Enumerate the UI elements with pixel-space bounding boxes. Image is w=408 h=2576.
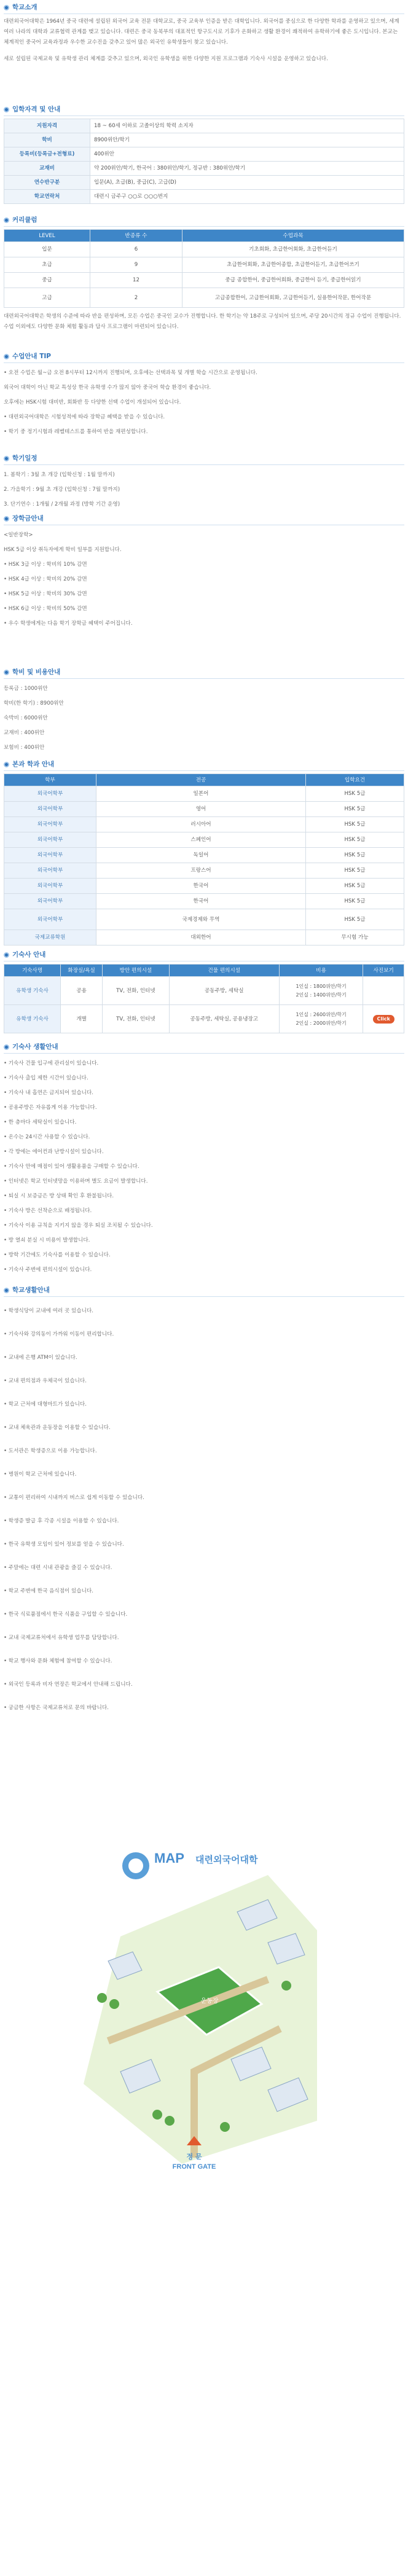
table-row xyxy=(4,147,404,162)
header-cell: 입학요건 xyxy=(306,774,404,786)
list-item: • 학교 근처에 대형마트가 있습니다. xyxy=(4,1401,87,1407)
req-cell: HSK 5급 xyxy=(306,848,404,863)
list-item: • HSK 6급 이상 : 학비의 50% 감면 xyxy=(4,606,87,612)
bath-cell: 공용 xyxy=(61,977,103,1005)
depts-title-text: 본과 학과 안내 xyxy=(12,761,55,768)
college-cell: 외국어학부 xyxy=(4,786,96,802)
req-cell: HSK 5급 xyxy=(306,832,404,848)
table-row xyxy=(4,242,404,257)
intro-paragraph-1: 대련외국어대학은 1964년 중국 대련에 설립된 외국어 교육 전문 대학교로, 중국 교육부 인증을 받은 대학입니다. 외국어를 중심으로 한 다양한 학과를 운영하고 있으며, 세계 여러 나라의 대학과 교류협력 관계를 맺고 있습니다. 대련은 중국 동북부의 대표적인 항구도시로 기후가 온화하고 생활 환경이 쾌적하여 유학하기에 좋은 도시입니다. 본교는 체계적인 중국어 교육과정과 우수한 교수진을 갖추고 있어 많은 외국인 유학생들이 찾고 있습니다. xyxy=(4,18,399,45)
fees-section xyxy=(4,667,404,759)
list-item: • 공용주방은 자유롭게 이용 가능합니다. xyxy=(4,1105,97,1111)
list-item: • HSK 3급 이상 : 학비의 10% 감면 xyxy=(4,562,87,568)
dorm-title-text: 기숙사 안내 xyxy=(12,951,46,958)
college-cell: 외국어학부 xyxy=(4,879,96,894)
hsk-section xyxy=(4,514,404,667)
depts-title xyxy=(4,759,404,769)
dorm-name-cell: 유학생 기숙사 xyxy=(4,977,61,1005)
major-cell: 프랑스어 xyxy=(96,863,306,879)
list-item: • 방 열쇠 분실 시 비용이 발생합니다. xyxy=(4,1237,90,1243)
cost-cell: 1인실 : 1800위안/학기 2인실 : 1400위안/학기 xyxy=(279,977,363,1005)
fees-title xyxy=(4,667,404,677)
table-header xyxy=(4,774,404,786)
subjects-cell: 기초회화, 초급한어회화, 초급한어듣기 xyxy=(182,242,404,257)
dorm-section xyxy=(4,950,404,1042)
levels-title-text: 커리큘럼 xyxy=(12,216,37,224)
subjects-cell: 고급종합한어, 고급한어회화, 고급한어듣기, 실용한어작문, 한어작문 xyxy=(182,288,404,308)
tips-title-text: 수업안내 TIP xyxy=(12,353,51,360)
list-item: • 학생증 발급 후 각종 시설을 이용할 수 있습니다. xyxy=(4,1518,119,1524)
list-item: • 방학 기간에도 기숙사를 이용할 수 있습니다. xyxy=(4,1252,111,1258)
list-item: • 기숙사 주변에 편의시설이 있습니다. xyxy=(4,1267,92,1273)
list-item: • 기숙사 내 흡연은 금지되어 있습니다. xyxy=(4,1090,93,1096)
photo-cell xyxy=(363,977,404,1005)
list-item: • 교통이 편리하여 시내까지 버스로 쉽게 이동할 수 있습니다. xyxy=(4,1495,144,1501)
list-item: • HSK 5급 이상 : 학비의 30% 감면 xyxy=(4,591,87,597)
list-item: 2. 가을학기 : 9월 초 개강 (입학신청 : 7월 말까지) xyxy=(4,487,120,493)
divider xyxy=(4,464,404,465)
table-row xyxy=(4,273,404,288)
bldg-cell: 공동주방, 세탁실, 공용냉장고 xyxy=(169,1005,279,1033)
list-item: • 기숙사 안에 매점이 있어 생활용품을 구매할 수 있습니다. xyxy=(4,1164,139,1170)
info-title xyxy=(4,104,404,114)
major-cell: 한국어 xyxy=(96,894,306,909)
dorm-table xyxy=(4,964,404,1033)
divider xyxy=(4,226,404,227)
list-item: • 교내 체육관과 운동장을 이용할 수 있습니다. xyxy=(4,1425,111,1431)
list-item: 외국어 대학이 아닌 학교 특성상 한국 유학생 수가 많지 않아 중국어 학습 환경이 좋습니다. xyxy=(4,385,211,391)
college-cell: 국제교류학원 xyxy=(4,930,96,945)
map-title: MAP xyxy=(154,1850,184,1866)
header-cell: 건물 편의시설 xyxy=(169,965,279,977)
gate-label-ko: 정 문 xyxy=(186,2153,202,2161)
table-header xyxy=(4,965,404,977)
list-item: • 각 방에는 에어컨과 난방시설이 있습니다. xyxy=(4,1149,104,1155)
info-key: 연수반구분 xyxy=(4,176,90,190)
table-row xyxy=(4,817,404,832)
bullet-icon xyxy=(4,354,9,359)
info-key: 등록비(등록금+전형료) xyxy=(4,147,90,162)
header-cell: 반종류 수 xyxy=(90,230,182,242)
hsk-title-text: 장학금안내 xyxy=(12,515,44,522)
bullet-icon xyxy=(4,456,9,461)
list-item: HSK 5급 이상 취득자에게 학비 일부를 지원합니다. xyxy=(4,547,122,553)
list-item: • 기숙사 출입 제한 시간이 있습니다. xyxy=(4,1075,88,1081)
list-item: 학비(한 학기) : 8900위안 xyxy=(4,700,64,707)
info-key: 학비 xyxy=(4,133,90,147)
major-cell: 러시아어 xyxy=(96,817,306,832)
header-cell: 학부 xyxy=(4,774,96,786)
college-cell: 외국어학부 xyxy=(4,863,96,879)
info-section xyxy=(4,104,404,215)
life-title xyxy=(4,1285,404,1295)
list-item: • 교내 편의점과 우체국이 있습니다. xyxy=(4,1378,87,1384)
intro-title xyxy=(4,2,404,12)
table-row xyxy=(4,786,404,802)
levels-title xyxy=(4,215,404,225)
list-item: 3. 단기연수 : 1개월 / 2개월 과정 (방학 기간 운영) xyxy=(4,501,120,507)
count-cell: 12 xyxy=(90,273,182,288)
bullet-icon xyxy=(4,1044,9,1050)
bullet-icon xyxy=(4,217,9,223)
table-row xyxy=(4,802,404,817)
list-item: 보험비 : 400위안 xyxy=(4,745,45,751)
levels-note: 대련외국어대학은 학생의 수준에 따라 반을 편성하며, 모든 수업은 중국인 교수가 진행합니다. 한 학기는 약 18주로 구성되어 있으며, 주당 20시간의 정규 수업이 진행됩니다. 수업 이외에도 다양한 문화 체험 활동과 답사 프로그램이 마련되어 있습니다. xyxy=(4,313,401,330)
depts-section xyxy=(4,759,404,950)
table-row xyxy=(4,848,404,863)
intro-section xyxy=(4,0,404,104)
room-cell: TV, 전화, 인터넷 xyxy=(103,977,170,1005)
list-item: • 학교 주변에 한국 음식점이 있습니다. xyxy=(4,1588,93,1594)
req-cell: HSK 5급 xyxy=(306,863,404,879)
info-key: 교재비 xyxy=(4,162,90,176)
table-row xyxy=(4,133,404,147)
subjects-cell: 초급한어회화, 초급한어종합, 초급한어듣기, 초급한어쓰기 xyxy=(182,257,404,273)
levels-section xyxy=(4,215,404,351)
college-cell: 외국어학부 xyxy=(4,802,96,817)
list-item: • HSK 4급 이상 : 학비의 20% 감면 xyxy=(4,576,87,582)
info-value: 약 200위안/학기, 한국어 : 380위안/학기, 정규반 : 380위안/학기 xyxy=(90,162,404,176)
college-cell: 외국어학부 xyxy=(4,894,96,909)
req-cell: 무시험 가능 xyxy=(306,930,404,945)
fees-title-text: 학비 및 비용안내 xyxy=(12,668,61,676)
list-item: • 한국 식료품점에서 한국 식품을 구입할 수 있습니다. xyxy=(4,1611,128,1618)
info-value: 입문(A), 초급(B), 중급(C), 고급(D) xyxy=(90,176,404,190)
bullet-icon xyxy=(4,762,9,767)
list-item: • 오전 수업은 월~금 오전 8시부터 12시까지 진행되며, 오후에는 선택과목 및 개별 학습 시간으로 운영됩니다. xyxy=(4,370,257,376)
list-item: 1. 봄학기 : 3월 초 개강 (입학신청 : 1월 말까지) xyxy=(4,472,115,478)
req-cell: HSK 5급 xyxy=(306,786,404,802)
college-cell: 외국어학부 xyxy=(4,832,96,848)
req-cell: HSK 5급 xyxy=(306,894,404,909)
intro-paragraph-2: 세로 설립된 국제교육 및 유학생 관리 체계를 갖추고 있으며, 외국인 유학생을 위한 다양한 지원 프로그램과 기숙사 시설을 운영하고 있습니다. xyxy=(4,56,328,62)
list-item: • 인터넷은 학교 인터넷망을 이용하며 별도 요금이 발생합니다. xyxy=(4,1178,148,1184)
college-cell: 외국어학부 xyxy=(4,909,96,930)
header-cell: 기숙사명 xyxy=(4,965,61,977)
list-item: • 병원이 학교 근처에 있습니다. xyxy=(4,1471,77,1478)
hsk-title xyxy=(4,514,404,523)
table-header xyxy=(4,230,404,242)
college-cell: 외국어학부 xyxy=(4,848,96,863)
major-cell: 영어 xyxy=(96,802,306,817)
bullet-icon xyxy=(4,1288,9,1293)
list-item: • 한국 유학생 모임이 있어 정보를 얻을 수 있습니다. xyxy=(4,1541,124,1548)
divider xyxy=(4,770,404,771)
level-cell: 입문 xyxy=(4,242,90,257)
major-cell: 독일어 xyxy=(96,848,306,863)
dorm-name-cell: 유학생 기숙사 xyxy=(4,1005,61,1033)
field-label: 운동장 xyxy=(200,1998,219,2005)
semester-title xyxy=(4,453,404,463)
bath-cell: 개별 xyxy=(61,1005,103,1033)
level-cell: 초급 xyxy=(4,257,90,273)
divider xyxy=(4,362,404,363)
semester-section xyxy=(4,453,404,514)
list-item: 교재비 : 400위안 xyxy=(4,730,45,736)
list-item: • 기숙사 건물 입구에 관리실이 있습니다. xyxy=(4,1060,99,1067)
list-item: • 온수는 24시간 사용할 수 있습니다. xyxy=(4,1134,90,1140)
bldg-cell: 공동주방, 세탁실 xyxy=(169,977,279,1005)
list-item: • 기숙사와 강의동이 가까워 이동이 편리합니다. xyxy=(4,1331,114,1337)
semester-title-text: 학기일정 xyxy=(12,455,37,462)
bullet-icon xyxy=(4,670,9,675)
list-item: • 궁금한 사항은 국제교류처로 문의 바랍니다. xyxy=(4,1705,109,1711)
count-cell: 6 xyxy=(90,242,182,257)
list-item: • 대련외국어대학은 시험성적에 따라 장학금 혜택을 받을 수 있습니다. xyxy=(4,414,165,420)
table-row xyxy=(4,162,404,176)
info-table xyxy=(4,119,404,204)
list-item: • 한 층마다 세탁실이 있습니다. xyxy=(4,1119,77,1126)
table-row xyxy=(4,257,404,273)
info-key: 지원자격 xyxy=(4,119,90,133)
table-row xyxy=(4,909,404,930)
divider xyxy=(4,1296,404,1297)
list-item: <일반장학> xyxy=(4,532,33,538)
list-item: 숙박비 : 6000위안 xyxy=(4,715,48,721)
room-cell: TV, 전화, 인터넷 xyxy=(103,1005,170,1033)
dorm-title xyxy=(4,950,404,960)
list-item: • 학기 중 정기시험과 레벨테스트를 통하여 반을 재편성합니다. xyxy=(4,429,148,435)
life-title-text: 학교생활안내 xyxy=(12,1286,50,1294)
major-cell: 스페인어 xyxy=(96,832,306,848)
photo-cell xyxy=(363,1005,404,1033)
depts-table xyxy=(4,773,404,945)
header-cell: LEVEL xyxy=(4,230,90,242)
table-row xyxy=(4,879,404,894)
list-item: 오후에는 HSK시험 대비반, 회화반 등 다양한 선택 수업이 개설되어 있습니다. xyxy=(4,399,181,405)
list-item: • 기숙사 이용 규칙을 지키지 않을 경우 퇴실 조치될 수 있습니다. xyxy=(4,1223,153,1229)
list-item: • 기숙사 방은 선착순으로 배정됩니다. xyxy=(4,1208,92,1214)
table-row xyxy=(4,190,404,204)
subjects-cell: 중급 종합한어, 중급한어회화, 중급한어 듣기, 중급한어읽기 xyxy=(182,273,404,288)
header-cell: 수업과목 xyxy=(182,230,404,242)
tips-section xyxy=(4,351,404,453)
map-school-name: 대련외국어대학 xyxy=(195,1854,258,1865)
college-cell: 외국어학부 xyxy=(4,817,96,832)
table-row xyxy=(4,894,404,909)
campus-map-illustration xyxy=(84,1838,317,2176)
info-value: 18 ~ 60세 이하로 고졸이상의 학력 소지자 xyxy=(90,119,404,133)
req-cell: HSK 5급 xyxy=(306,802,404,817)
list-item: • 학교 행사와 문화 체험에 참여할 수 있습니다. xyxy=(4,1658,112,1664)
map-section xyxy=(4,1838,404,2182)
header-cell: 방안 편의시설 xyxy=(103,965,170,977)
table-row xyxy=(4,119,404,133)
info-value: 400위안 xyxy=(90,147,404,162)
table-row xyxy=(4,176,404,190)
count-cell: 9 xyxy=(90,257,182,273)
dorminfo-title xyxy=(4,1042,404,1052)
req-cell: HSK 5급 xyxy=(306,879,404,894)
info-value: 8900위안/학기 xyxy=(90,133,404,147)
info-key: 학교연락처 xyxy=(4,190,90,204)
list-item: • 주말에는 대련 시내 관광을 즐길 수 있습니다. xyxy=(4,1565,112,1571)
info-value: 대련시 금주구 ○○로 ○○○번지 xyxy=(90,190,404,204)
map-title-badge xyxy=(122,1852,149,1879)
list-item: • 교내에 은행 ATM이 있습니다. xyxy=(4,1355,77,1361)
req-cell: HSK 5급 xyxy=(306,817,404,832)
bullet-icon xyxy=(4,107,9,112)
divider xyxy=(4,678,404,679)
dorminfo-title-text: 기숙사 생활안내 xyxy=(12,1043,58,1051)
levels-table xyxy=(4,229,404,308)
major-cell: 한국어 xyxy=(96,879,306,894)
table-row xyxy=(4,288,404,308)
list-item: • 외국인 등록과 비자 연장은 학교에서 안내해 드립니다. xyxy=(4,1681,133,1688)
info-title-text: 입학자격 및 안내 xyxy=(12,106,61,113)
table-row xyxy=(4,1005,404,1033)
table-row xyxy=(4,930,404,945)
req-cell: HSK 5급 xyxy=(306,909,404,930)
dorminfo-section xyxy=(4,1042,404,1285)
bullet-icon xyxy=(4,5,9,10)
list-item: • 도서관은 학생증으로 이용 가능합니다. xyxy=(4,1448,97,1454)
table-row xyxy=(4,863,404,879)
cost-cell: 1인실 : 2600위안/학기 2인실 : 2000위안/학기 xyxy=(279,1005,363,1033)
list-item: • 교내 국제교류처에서 유학생 업무를 담당합니다. xyxy=(4,1635,119,1641)
level-cell: 고급 xyxy=(4,288,90,308)
major-cell: 대외한어 xyxy=(96,930,306,945)
campus-map xyxy=(84,1838,317,2176)
major-cell: 국제경제와 무역 xyxy=(96,909,306,930)
header-cell: 사진보기 xyxy=(363,965,404,977)
level-cell: 중급 xyxy=(4,273,90,288)
header-cell: 전공 xyxy=(96,774,306,786)
life-section xyxy=(4,1285,404,1838)
intro-title-text: 학교소개 xyxy=(12,4,37,11)
count-cell: 2 xyxy=(90,288,182,308)
bullet-icon xyxy=(4,516,9,522)
divider xyxy=(4,1053,404,1054)
divider xyxy=(4,115,404,116)
list-item: • 학생식당이 교내에 여러 곳 있습니다. xyxy=(4,1308,93,1314)
table-row xyxy=(4,977,404,1005)
header-cell: 화장실/욕실 xyxy=(61,965,103,977)
list-item: • 우수 학생에게는 다음 학기 장학금 혜택이 주어집니다. xyxy=(4,621,133,627)
photo-click-button[interactable]: Click xyxy=(373,1015,394,1024)
gate-label-en: FRONT GATE xyxy=(172,2163,216,2171)
tips-title xyxy=(4,351,404,361)
list-item: • 퇴실 시 보증금은 방 상태 확인 후 환불됩니다. xyxy=(4,1193,114,1199)
major-cell: 일본어 xyxy=(96,786,306,802)
list-item: 등록금 : 1000위안 xyxy=(4,686,48,692)
table-row xyxy=(4,832,404,848)
bullet-icon xyxy=(4,952,9,958)
header-cell: 비용 xyxy=(279,965,363,977)
